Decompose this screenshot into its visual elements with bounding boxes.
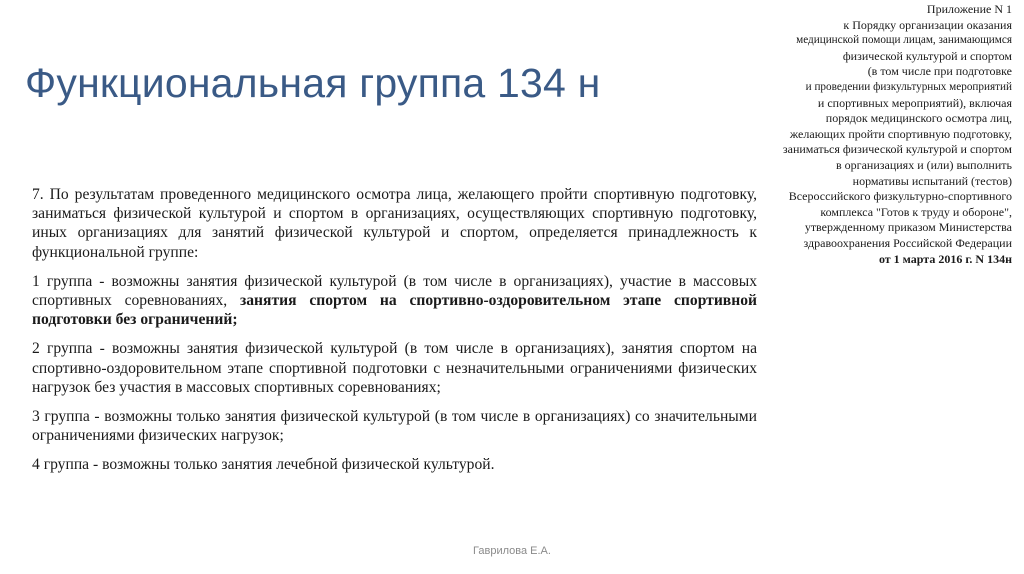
- appendix-line: и спортивных мероприятий), включая: [817, 95, 1012, 110]
- appendix-line: желающих пройти спортивную подготовку,: [789, 126, 1012, 141]
- body-text: [32, 185, 757, 485]
- appendix-line: комплекса "Готов к труду и обороне",: [820, 204, 1012, 219]
- appendix-header: [742, 2, 1012, 267]
- appendix-line: порядок медицинского осмотра лиц,: [825, 111, 1012, 126]
- group-1-text: 1 группа - возможны занятия физической культурой (в том числе в организациях), участие в массовых спортивных соревнованиях,: [32, 272, 757, 310]
- appendix-line: нормативы испытаний (тестов): [852, 173, 1012, 188]
- appendix-line: Всероссийского физкультурно-спортивного: [788, 189, 1012, 204]
- appendix-line: в организациях и (или) выполнить: [836, 157, 1012, 172]
- appendix-line: медицинской помощи лицам, занимающимся: [796, 34, 1012, 47]
- appendix-line: физической культурой и спортом: [842, 48, 1012, 63]
- paragraph-7: 7. По результатам проведенного медицинского осмотра лица, желающего пройти спортивную подготовку, заниматься физической культурой и спортом в организациях, осуществляющих спортивную подготовку, иных организациях для занятий физической культурой и спортом, определяется принадлежность к функциональной группе:: [32, 186, 757, 261]
- group-2-paragraph: 2 группа - возможны занятия физической культурой (в том числе в организациях), занятия спортом на спортивно-оздоровительном этапе спортивной подготовки с незначительными ограничениями физических нагрузок без участия в массовых спортивных соревнованиях;: [32, 340, 757, 396]
- group-1-paragraph: [32, 272, 757, 330]
- appendix-line: и проведении физкультурных мероприятий: [805, 80, 1012, 93]
- appendix-line: утвержденному приказом Министерства: [804, 220, 1012, 235]
- appendix-line: Приложение N 1: [926, 2, 1012, 16]
- slide-title: Функциональная группа 134 н: [25, 60, 601, 106]
- footer-author: Гаврилова Е.А.: [473, 545, 551, 557]
- appendix-line: к Порядку организации оказания: [843, 17, 1012, 32]
- group-1-bold-text: занятия спортом на спортивно-оздоровительном этапе спортивной подготовки без ограничений;: [32, 292, 757, 329]
- appendix-line: заниматься физической культурой и спортом: [782, 142, 1012, 157]
- appendix-line: здравоохранения Российской Федерации: [803, 235, 1012, 250]
- group-4-paragraph: 4 группа - возможны только занятия лечебной физической культурой.: [32, 456, 495, 474]
- group-3-paragraph: 3 группа - возможны только занятия физической культурой (в том числе в организациях) со значительными ограничениями физических нагрузок;: [32, 408, 757, 445]
- appendix-line: (в том числе при подготовке: [867, 64, 1012, 79]
- appendix-date-line: от 1 марта 2016 г. N 134н: [878, 251, 1012, 266]
